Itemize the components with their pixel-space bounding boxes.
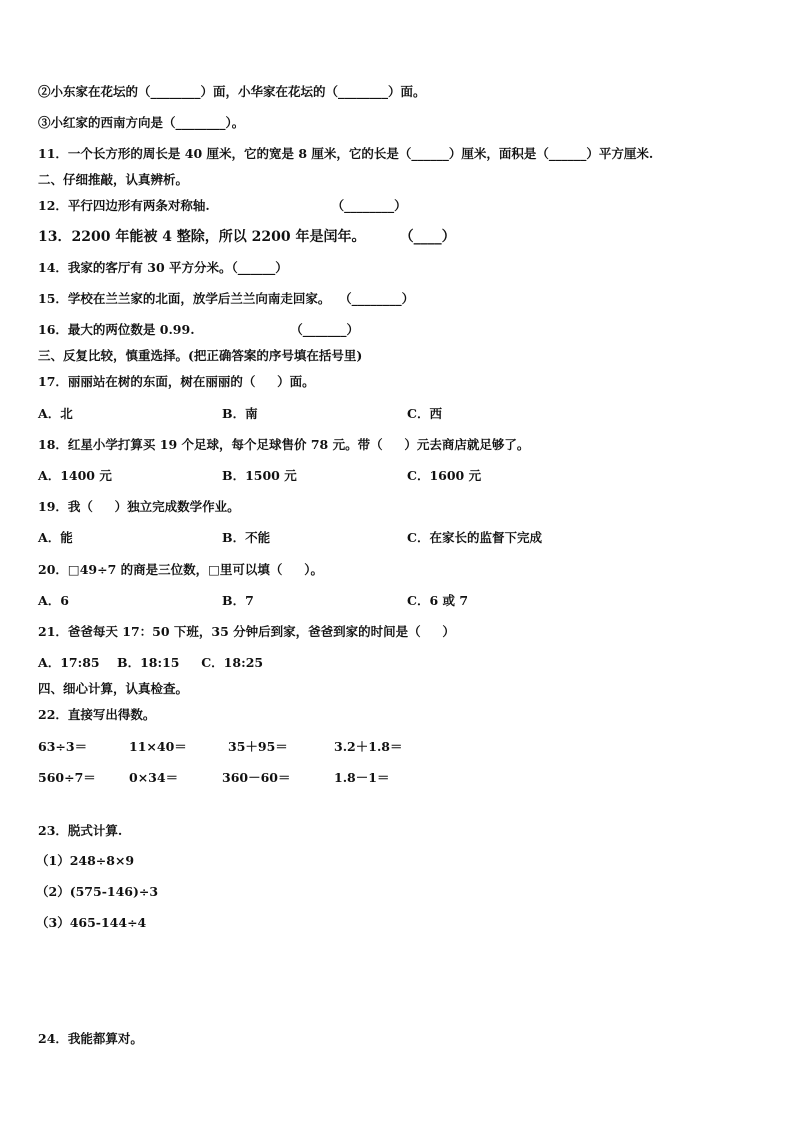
calc-item: 63÷3＝ bbox=[38, 739, 88, 754]
question-23-part-1: （1）248÷8×9 bbox=[36, 853, 135, 868]
question-24: 24．我能都算对。 bbox=[38, 1031, 143, 1046]
question-21-options: A．17:85 B．18:15 C．18:25 bbox=[38, 655, 264, 670]
question-10-part-3: ③小红家的西南方向是（________）。 bbox=[38, 115, 245, 130]
question-23-part-3: （3）465-144÷4 bbox=[36, 915, 147, 930]
question-20: 20．□49÷7 的商是三位数，□里可以填（ ）。 bbox=[38, 562, 323, 577]
option-b: B．7 bbox=[222, 593, 254, 608]
calc-item: 0×34＝ bbox=[129, 770, 179, 785]
question-22: 22．直接写出得数。 bbox=[38, 707, 156, 722]
question-10-part-2: ②小东家在花坛的（________）面，小华家在花坛的（________）面。 bbox=[38, 84, 426, 99]
option-c: C．西 bbox=[407, 406, 442, 421]
question-15: 15．学校在兰兰家的北面，放学后兰兰向南走回家。 （________） bbox=[38, 291, 415, 306]
option-a: A．北 bbox=[38, 406, 73, 421]
option-a: A．能 bbox=[38, 530, 73, 545]
question-14: 14．我家的客厅有 30 平方分米。（______） bbox=[38, 260, 288, 275]
section-4-heading: 四、细心计算，认真检查。 bbox=[38, 681, 189, 696]
calc-item: 11×40＝ bbox=[129, 739, 187, 754]
question-12: 12．平行四边形有两条对称轴. （________） bbox=[38, 198, 407, 213]
option-b: B．不能 bbox=[222, 530, 271, 545]
option-b: B．1500 元 bbox=[222, 468, 297, 483]
question-23: 23．脱式计算. bbox=[38, 823, 123, 838]
section-2-heading: 二、仔细推敲，认真辨析。 bbox=[38, 172, 189, 187]
question-11: 11．一个长方形的周长是 40 厘米，它的宽是 8 厘米，它的长是（______）厘米，面积是（______）平方厘米. bbox=[38, 146, 654, 161]
question-19: 19．我（ ）独立完成数学作业。 bbox=[38, 499, 240, 514]
calc-item: 3.2＋1.8＝ bbox=[334, 739, 403, 754]
option-c: C．6 或 7 bbox=[407, 593, 469, 608]
question-21: 21．爸爸每天 17：50 下班，35 分钟后到家，爸爸到家的时间是（ ） bbox=[38, 624, 455, 639]
question-16: 16．最大的两位数是 0.99. （_______） bbox=[38, 322, 360, 337]
calc-item: 35＋95＝ bbox=[228, 739, 288, 754]
option-b: B．南 bbox=[222, 406, 258, 421]
option-a: A．1400 元 bbox=[38, 468, 112, 483]
option-a: A．6 bbox=[38, 593, 69, 608]
section-3-heading: 三、反复比较，慎重选择。(把正确答案的序号填在括号里) bbox=[38, 348, 363, 363]
calc-item: 1.8－1＝ bbox=[334, 770, 390, 785]
calc-item: 360－60＝ bbox=[222, 770, 291, 785]
calc-item: 560÷7＝ bbox=[38, 770, 96, 785]
question-18: 18．红星小学打算买 19 个足球，每个足球售价 78 元。带（ ）元去商店就足够了。 bbox=[38, 437, 530, 452]
option-c: C．1600 元 bbox=[407, 468, 482, 483]
option-c: C．在家长的监督下完成 bbox=[407, 530, 542, 545]
question-13: 13．2200 年能被 4 整除，所以 2200 年是闰年。 （____） bbox=[38, 229, 456, 245]
question-23-part-2: （2）(575-146)÷3 bbox=[36, 884, 159, 899]
question-17: 17．丽丽站在树的东面，树在丽丽的（ ）面。 bbox=[38, 374, 315, 389]
